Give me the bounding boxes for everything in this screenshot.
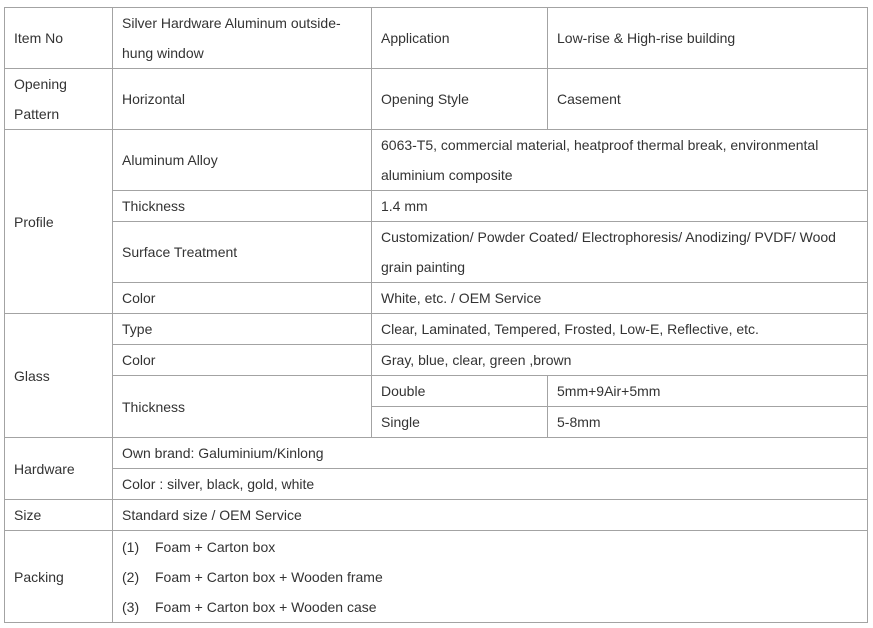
surface-value: Customization/ Powder Coated/ Electrophoresis/ Anodizing/ PVDF/ Wood grain painting: [372, 222, 868, 283]
row-hardware-brand: [5, 438, 868, 469]
glass-type-label: Type: [113, 314, 372, 345]
hardware-color: Color : silver, black, gold, white: [113, 469, 868, 500]
glass-single-label: Single: [372, 407, 548, 438]
row-packing: [5, 531, 868, 623]
item-no-value: Silver Hardware Aluminum outside-hung window: [113, 8, 372, 69]
alloy-label: Aluminum Alloy: [113, 130, 372, 191]
packing-item: [122, 532, 858, 562]
row-size: [5, 500, 868, 531]
glass-single-value: 5-8mm: [548, 407, 868, 438]
alloy-value: 6063-T5, commercial material, heatproof thermal break, environmental aluminium composite: [372, 130, 868, 191]
row-hardware-color: [5, 469, 868, 500]
row-item-no: [5, 8, 868, 69]
packing-item: [122, 562, 858, 592]
opening-style-label: Opening Style: [372, 69, 548, 130]
item-no-label: Item No: [5, 8, 113, 69]
row-profile-surface: [5, 222, 868, 283]
glass-label: Glass: [5, 314, 113, 438]
row-glass-type: [5, 314, 868, 345]
packing-list: [113, 531, 868, 623]
glass-double-label: Double: [372, 376, 548, 407]
application-value: Low-rise & High-rise building: [548, 8, 868, 69]
opening-pattern-label: Opening Pattern: [5, 69, 113, 130]
profile-thickness-value: 1.4 mm: [372, 191, 868, 222]
row-profile-alloy: [5, 130, 868, 191]
profile-thickness-label: Thickness: [113, 191, 372, 222]
size-label: Size: [5, 500, 113, 531]
row-profile-color: [5, 283, 868, 314]
packing-item-number: (2): [122, 568, 140, 585]
glass-color-value: Gray, blue, clear, green ,brown: [372, 345, 868, 376]
row-profile-thickness: [5, 191, 868, 222]
application-label: Application: [372, 8, 548, 69]
surface-label: Surface Treatment: [113, 222, 372, 283]
glass-thickness-label: Thickness: [113, 376, 372, 438]
packing-item-number: (1): [122, 538, 140, 555]
glass-type-value: Clear, Laminated, Tempered, Frosted, Low-E, Reflective, etc.: [372, 314, 868, 345]
row-glass-double: [5, 376, 868, 407]
packing-item-text: Foam + Carton box: [155, 538, 276, 555]
packing-item-text: Foam + Carton box + Wooden case: [155, 598, 377, 615]
hardware-label: Hardware: [5, 438, 113, 500]
row-glass-color: [5, 345, 868, 376]
packing-item-text: Foam + Carton box + Wooden frame: [155, 568, 383, 585]
size-value: Standard size / OEM Service: [113, 500, 868, 531]
packing-item-number: (3): [122, 598, 140, 615]
profile-color-value: White, etc. / OEM Service: [372, 283, 868, 314]
packing-item: [122, 592, 858, 622]
glass-color-label: Color: [113, 345, 372, 376]
opening-style-value: Casement: [548, 69, 868, 130]
row-opening: [5, 69, 868, 130]
opening-pattern-value: Horizontal: [113, 69, 372, 130]
profile-label: Profile: [5, 130, 113, 314]
hardware-brand: Own brand: Galuminium/Kinlong: [113, 438, 868, 469]
spec-table: [4, 7, 868, 623]
packing-label: Packing: [5, 531, 113, 623]
glass-double-value: 5mm+9Air+5mm: [548, 376, 868, 407]
profile-color-label: Color: [113, 283, 372, 314]
